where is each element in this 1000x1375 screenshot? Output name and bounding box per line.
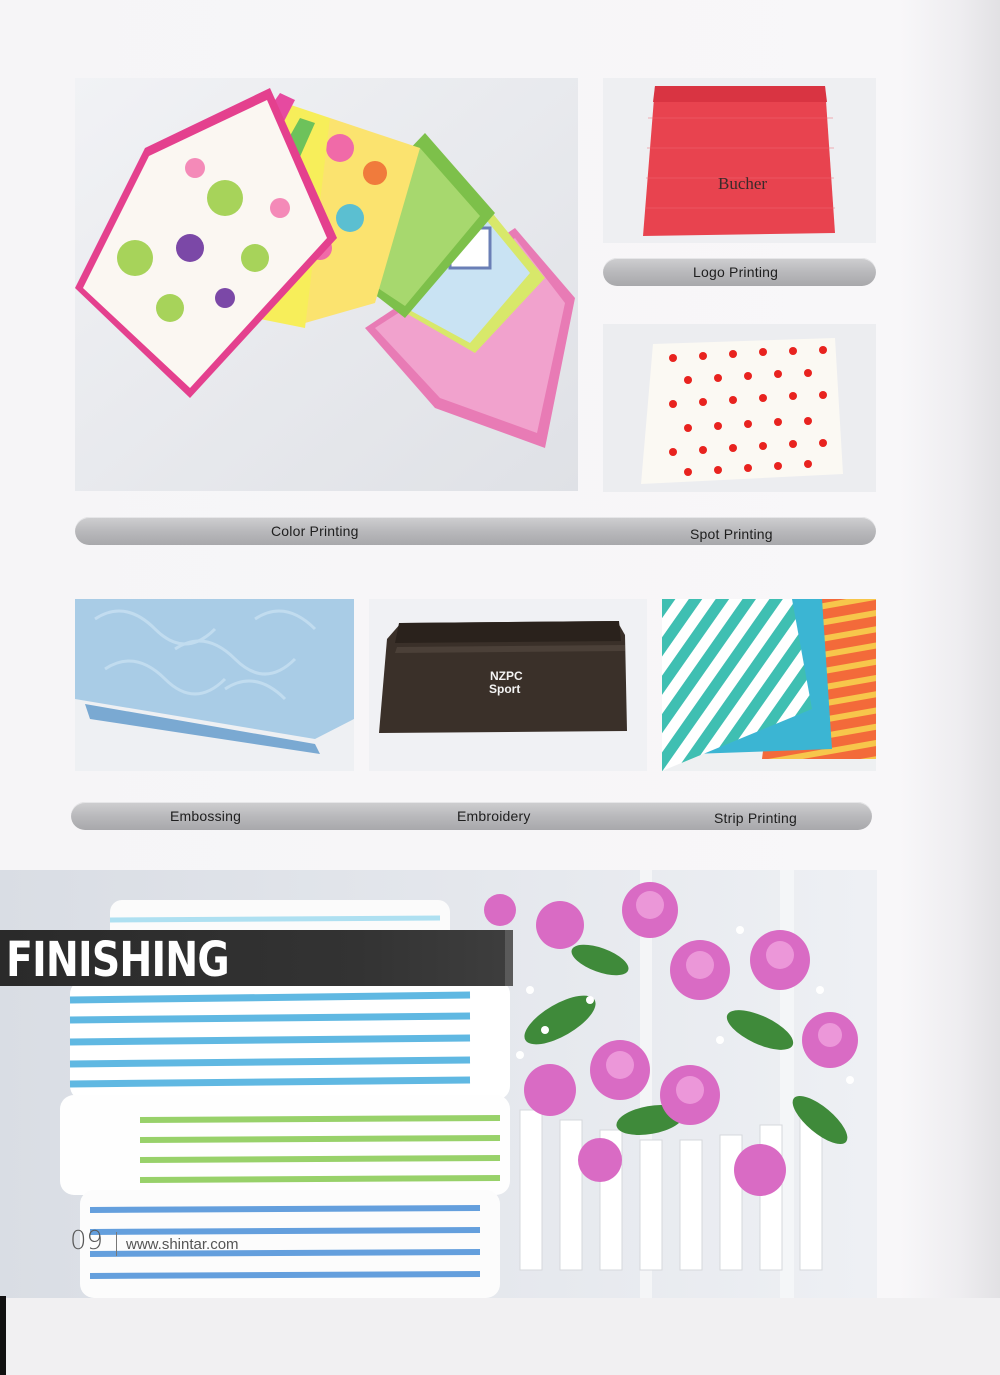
spot-printing-label: Spot Printing <box>690 526 773 542</box>
embroidery-text-1: NZPC <box>490 669 523 683</box>
embroidery-label: Embroidery <box>457 808 531 824</box>
website-url: www.shintar.com <box>126 1236 239 1253</box>
embossing-label: Embossing <box>170 808 242 824</box>
embossing-photo <box>75 599 354 771</box>
logo-printing-bar <box>603 258 876 286</box>
strip-printing-photo <box>662 599 876 771</box>
scan-edge-shadow <box>0 1296 6 1375</box>
footer-divider <box>116 1232 117 1256</box>
section-title: FINISHING <box>6 932 229 988</box>
finishing-title-band <box>0 930 513 986</box>
page-number: 09 <box>70 1226 104 1256</box>
embroidery-photo <box>369 599 647 771</box>
color-printing-label: Color Printing <box>271 523 359 539</box>
page-bottom-margin <box>0 1298 1000 1375</box>
logo-text: Bucher <box>718 174 768 193</box>
logo-printing-label: Logo Printing <box>693 264 779 280</box>
color-spot-printing-bar <box>75 517 876 545</box>
logo-printing-photo <box>603 78 876 243</box>
title-band-edge <box>505 930 513 986</box>
color-printing-illustration <box>75 78 578 491</box>
red-towel-illustration <box>603 78 876 243</box>
embroidery-text-2: Sport <box>489 682 521 696</box>
strip-printing-label: Strip Printing <box>714 810 797 826</box>
spot-printing-photo <box>603 324 876 492</box>
color-printing-photo <box>75 78 578 491</box>
polka-dot-towel-illustration <box>603 324 876 492</box>
embossing-embroidery-strip-bar <box>71 802 872 830</box>
striped-towels-illustration <box>662 599 876 771</box>
blue-towel-illustration <box>75 599 354 771</box>
